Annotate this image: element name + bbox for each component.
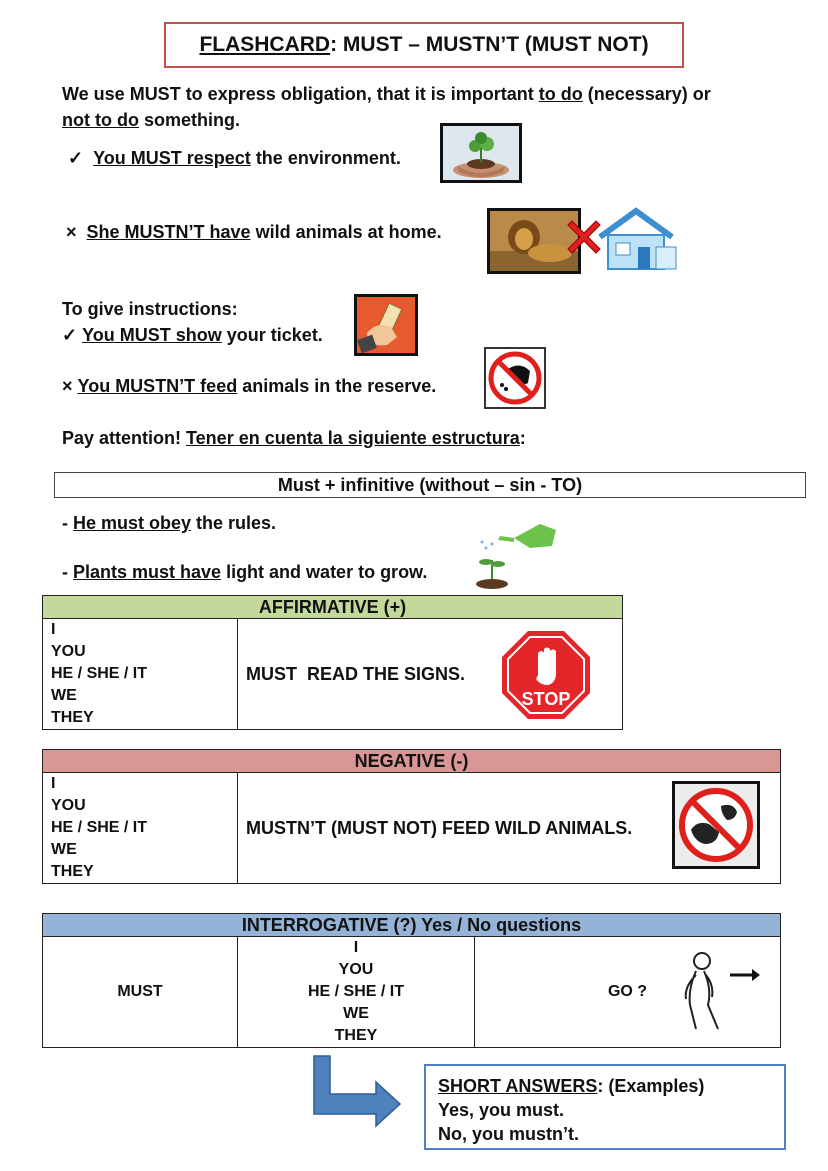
example-plants <box>62 559 427 585</box>
attention-underline: Tener en cuenta la siguiente estructura <box>186 428 520 448</box>
example-rest: the rules. <box>191 513 277 533</box>
negative-sentence: MUSTN’T (MUST NOT) FEED WILD ANIMALS. <box>246 817 633 838</box>
example-wild-animals <box>66 219 442 245</box>
affirmative-header: AFFIRMATIVE (+) <box>43 596 623 619</box>
example-rest: the environment. <box>250 148 401 168</box>
page-title <box>164 22 684 68</box>
verb-text: GO ? <box>607 983 648 1000</box>
example-rest: wild animals at home. <box>250 222 442 242</box>
example-underline: He must obey <box>73 513 192 533</box>
modal-cell <box>43 937 238 1048</box>
cross-icon: × <box>66 222 77 242</box>
example-underline: She MUSTN’T have <box>86 222 251 242</box>
pronoun: I <box>51 621 56 638</box>
watering-can-icon <box>470 514 560 590</box>
affirmative-table <box>42 595 623 730</box>
pronoun: HE / SHE / IT <box>51 665 148 682</box>
pronoun: WE <box>51 841 77 858</box>
intro-text-1: We use MUST to express obligation, that it is important <box>62 84 539 104</box>
house-icon <box>596 207 680 271</box>
pronoun: WE <box>343 1005 369 1022</box>
pronoun-cell <box>43 619 238 730</box>
pronoun: THEY <box>51 863 94 880</box>
check-icon: ✓ <box>62 325 78 345</box>
intro-text-3: something. <box>138 110 240 130</box>
short-answers-box <box>424 1064 786 1150</box>
attention-text: Pay attention! <box>62 428 187 448</box>
short-answers-rest: : (Examples) <box>597 1076 705 1096</box>
example-feed <box>62 373 436 399</box>
example-respect <box>68 145 401 171</box>
check-icon: ✓ <box>68 148 84 168</box>
instructions-heading: To give instructions: <box>62 299 238 319</box>
intro-underline-1: to do <box>538 84 583 104</box>
instructions-block <box>62 296 323 348</box>
walking-person-icon <box>672 949 762 1035</box>
interrogative-header: INTERROGATIVE (?) Yes / No questions <box>43 914 781 937</box>
no-feeding-wolf-sign <box>672 781 760 869</box>
cross-icon: × <box>62 376 73 396</box>
pronoun: THEY <box>334 1027 378 1044</box>
structure-box <box>54 472 806 498</box>
negative-header: NEGATIVE (-) <box>43 750 781 773</box>
example-underline: You MUSTN’T feed <box>77 376 238 396</box>
title-label: FLASHCARD <box>199 33 331 56</box>
negative-sentence-cell <box>238 773 781 884</box>
attention-end: : <box>519 428 526 448</box>
stop-sign-icon <box>500 629 592 721</box>
example-rest: your ticket. <box>221 325 323 345</box>
intro-text-2: (necessary) or <box>582 84 711 104</box>
dash: - <box>62 562 73 582</box>
short-answers-label: SHORT ANSWERS <box>438 1076 598 1096</box>
pronoun: YOU <box>51 643 86 660</box>
intro-paragraph <box>62 81 802 133</box>
affirmative-sentence-cell <box>238 619 623 730</box>
stop-sign-text: STOP <box>521 689 571 709</box>
example-underline: Plants must have <box>73 562 222 582</box>
pronoun: HE / SHE / IT <box>307 983 404 1000</box>
title-rest: : MUST – MUSTN’T (MUST NOT) <box>330 33 649 56</box>
hands-plant-image <box>440 123 522 183</box>
arrow-icon <box>310 1054 402 1128</box>
example-rest: animals in the reserve. <box>237 376 437 396</box>
verb-cell <box>475 937 781 1048</box>
intro-underline-2: not to do <box>62 110 139 130</box>
short-answer-no: No, you mustn’t. <box>438 1124 579 1144</box>
affirmative-sentence: MUST READ THE SIGNS. <box>246 663 466 684</box>
pronoun: THEY <box>51 709 94 726</box>
structure-text: Must + infinitive (without – sin - TO) <box>277 474 583 495</box>
modal-text: MUST <box>117 983 163 1000</box>
pronoun-cell <box>238 937 475 1048</box>
negative-table <box>42 749 781 884</box>
pronoun: HE / SHE / IT <box>51 819 148 836</box>
pronoun: YOU <box>338 961 374 978</box>
attention-line <box>62 425 526 451</box>
pronoun: YOU <box>51 797 86 814</box>
ticket-hand-image <box>354 294 418 356</box>
example-rest: light and water to grow. <box>221 562 428 582</box>
no-feeding-sign <box>484 347 546 409</box>
pronoun-cell <box>43 773 238 884</box>
pronoun: I <box>353 939 359 956</box>
example-obey <box>62 510 276 536</box>
interrogative-table <box>42 913 781 1048</box>
example-underline: You MUST respect <box>93 148 251 168</box>
pronoun: WE <box>51 687 77 704</box>
short-answer-yes: Yes, you must. <box>438 1100 565 1120</box>
pronoun: I <box>51 775 56 792</box>
example-underline: You MUST show <box>82 325 222 345</box>
dash: - <box>62 513 73 533</box>
